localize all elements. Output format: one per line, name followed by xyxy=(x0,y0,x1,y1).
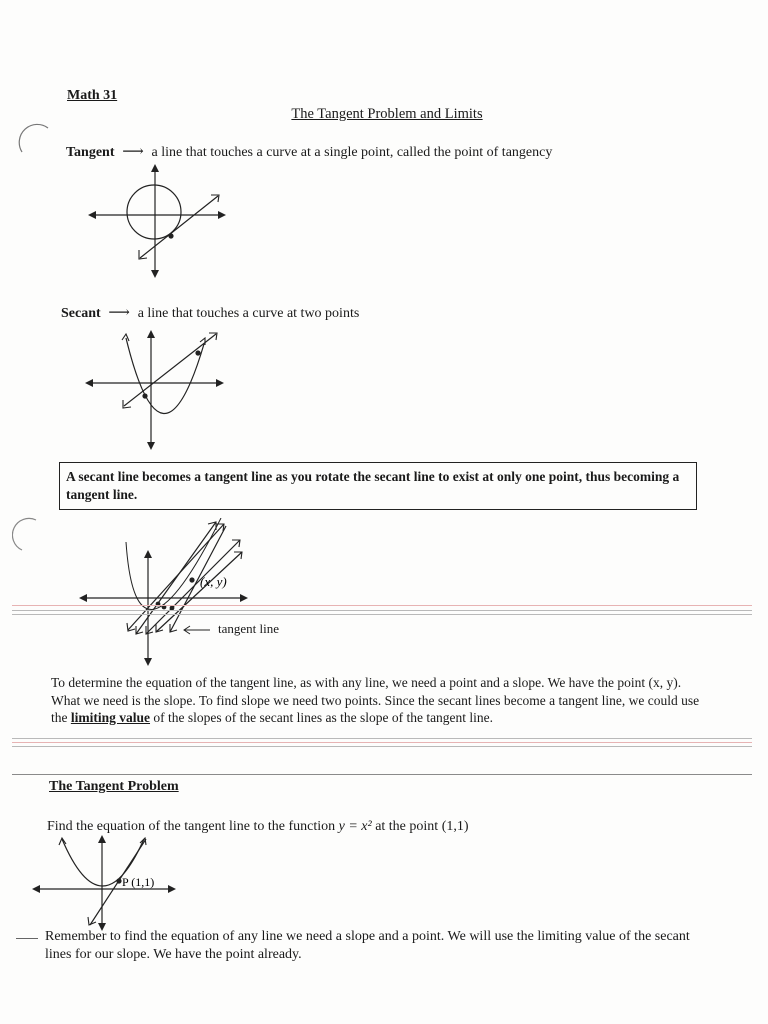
page-title: The Tangent Problem and Limits xyxy=(291,106,483,122)
scan-artifact-line xyxy=(12,605,752,606)
target-point: (1,1) xyxy=(441,819,469,834)
tangent-definition: a line that touches a curve at a single point, called the point of tangency xyxy=(151,145,553,160)
secant-term: Secant xyxy=(61,306,101,321)
key-idea-callout: A secant line becomes a tangent line as you rotate the secant line to exist at only one point, thus becoming a tangent line. xyxy=(59,462,697,510)
secant-definition-row xyxy=(61,303,359,322)
hole-punch-mark xyxy=(14,122,54,162)
tangent-figure xyxy=(84,160,234,280)
hole-punch-mark xyxy=(12,516,42,556)
secant-rotation-figure xyxy=(76,518,256,668)
slope-explanation-paragraph xyxy=(51,674,701,727)
scan-artifact-mark xyxy=(16,938,38,939)
function-expression: y = x² xyxy=(338,819,372,834)
paragraph-text: of the slopes of the secant lines as the slope of the tangent line. xyxy=(150,710,494,725)
parabola-tangent-figure xyxy=(30,833,180,933)
course-label: Math 31 xyxy=(67,88,118,103)
secant-definition: a line that touches a curve at two points xyxy=(137,306,360,321)
arrow-icon: ⟶ xyxy=(104,305,134,321)
point-label: (x, y) xyxy=(200,574,227,589)
point-p-label: P (1,1) xyxy=(122,875,155,889)
tangent-line-label: tangent line xyxy=(218,621,280,636)
limiting-value-term: limiting value xyxy=(70,710,151,725)
scan-artifact-line xyxy=(12,742,752,743)
scan-artifact-line xyxy=(12,610,752,611)
tangent-term: Tangent xyxy=(66,145,115,160)
tangent-definition-row xyxy=(66,142,552,161)
closing-paragraph: Remember to find the equation of any line we need a slope and a point. We will use the limiting value of the secant lines for our slope. We have the point already. xyxy=(45,929,690,962)
scan-artifact-line xyxy=(12,614,752,615)
section-heading: The Tangent Problem xyxy=(49,779,179,794)
scan-artifact-line xyxy=(12,746,752,747)
prompt-text: at the point xyxy=(371,819,442,834)
prompt-text: Find the equation of the tangent line to the function xyxy=(47,819,339,834)
section-divider xyxy=(12,774,752,775)
arrow-icon: ⟶ xyxy=(118,144,148,160)
scan-artifact-line xyxy=(12,738,752,739)
secant-figure xyxy=(82,326,230,452)
paragraph-text: To determine the equation of the tangent line, as with any line, we need a point and a slope. We have the point (x, y). What we need is the slope. To find slope we need two points. Since the secant lines become a tangent line, we could use the xyxy=(51,675,700,725)
